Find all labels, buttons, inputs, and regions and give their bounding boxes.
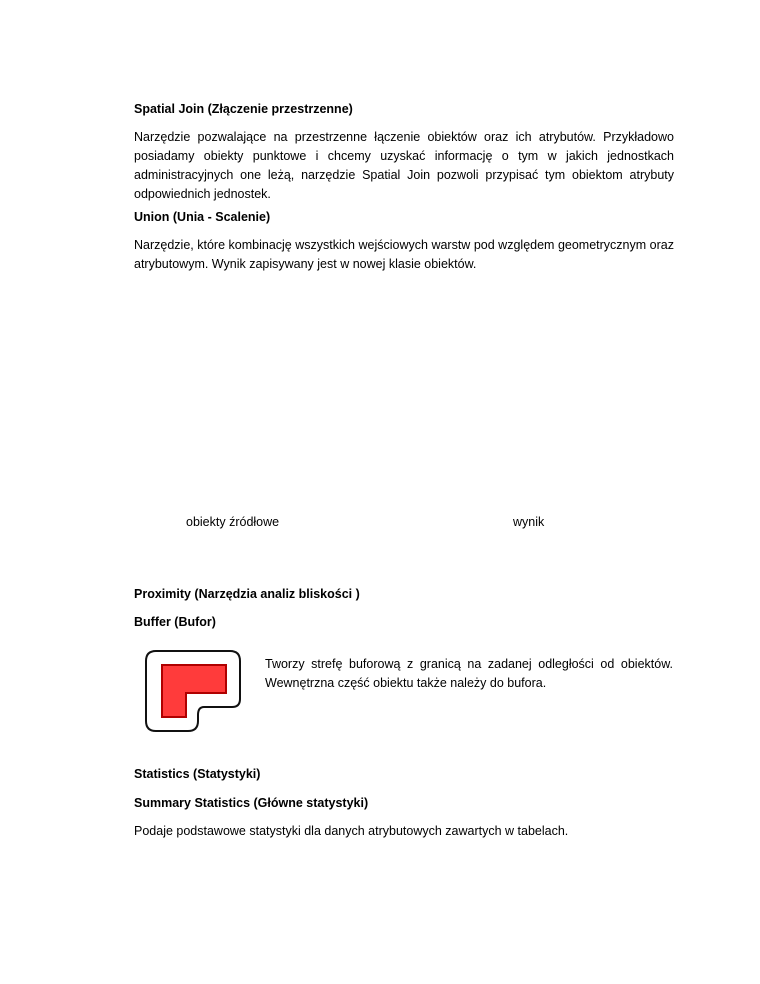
heading-buffer: Buffer (Bufor) (134, 615, 216, 629)
heading-union: Union (Unia - Scalenie) (134, 210, 271, 224)
paragraph-buffer: Tworzy strefę buforową z granicą na zadanej odległości od obiektów. Wewnętrzna część obiektu także należy do bufora. (265, 657, 673, 690)
paragraph-union: Narzędzie, które kombinację wszystkich wejściowych warstw pod względem geometrycznym oraz atrybutowym. Wynik zapisywany jest w nowej klasie obiektów. (134, 238, 674, 271)
paragraph-summary-statistics: Podaje podstawowe statystyki dla danych atrybutowych zawartych w tabelach. (134, 824, 569, 838)
paragraph-spatial-join: Narzędzie pozwalające na przestrzenne łączenie obiektów oraz ich atrybutów. Przykładowo posiadamy obiekty punktowe i chcemy uzyskać informację o tym w jakich jednostkach administracyjnych one leżą, narzędzie Spatial Join pozwoli przypisać tym obiektom atrybuty odpowiednich jednostek. (134, 130, 674, 201)
heading-summary-statistics: Summary Statistics (Główne statystyki) (134, 796, 369, 810)
buffer-illustration (138, 647, 250, 735)
heading-statistics: Statistics (Statystyki) (134, 767, 261, 781)
caption-result: wynik (513, 515, 545, 529)
heading-proximity: Proximity (Narzędzia analiz bliskości ) (134, 587, 360, 601)
caption-source-objects: obiekty źródłowe (186, 515, 280, 529)
heading-spatial-join: Spatial Join (Złączenie przestrzenne) (134, 102, 353, 116)
